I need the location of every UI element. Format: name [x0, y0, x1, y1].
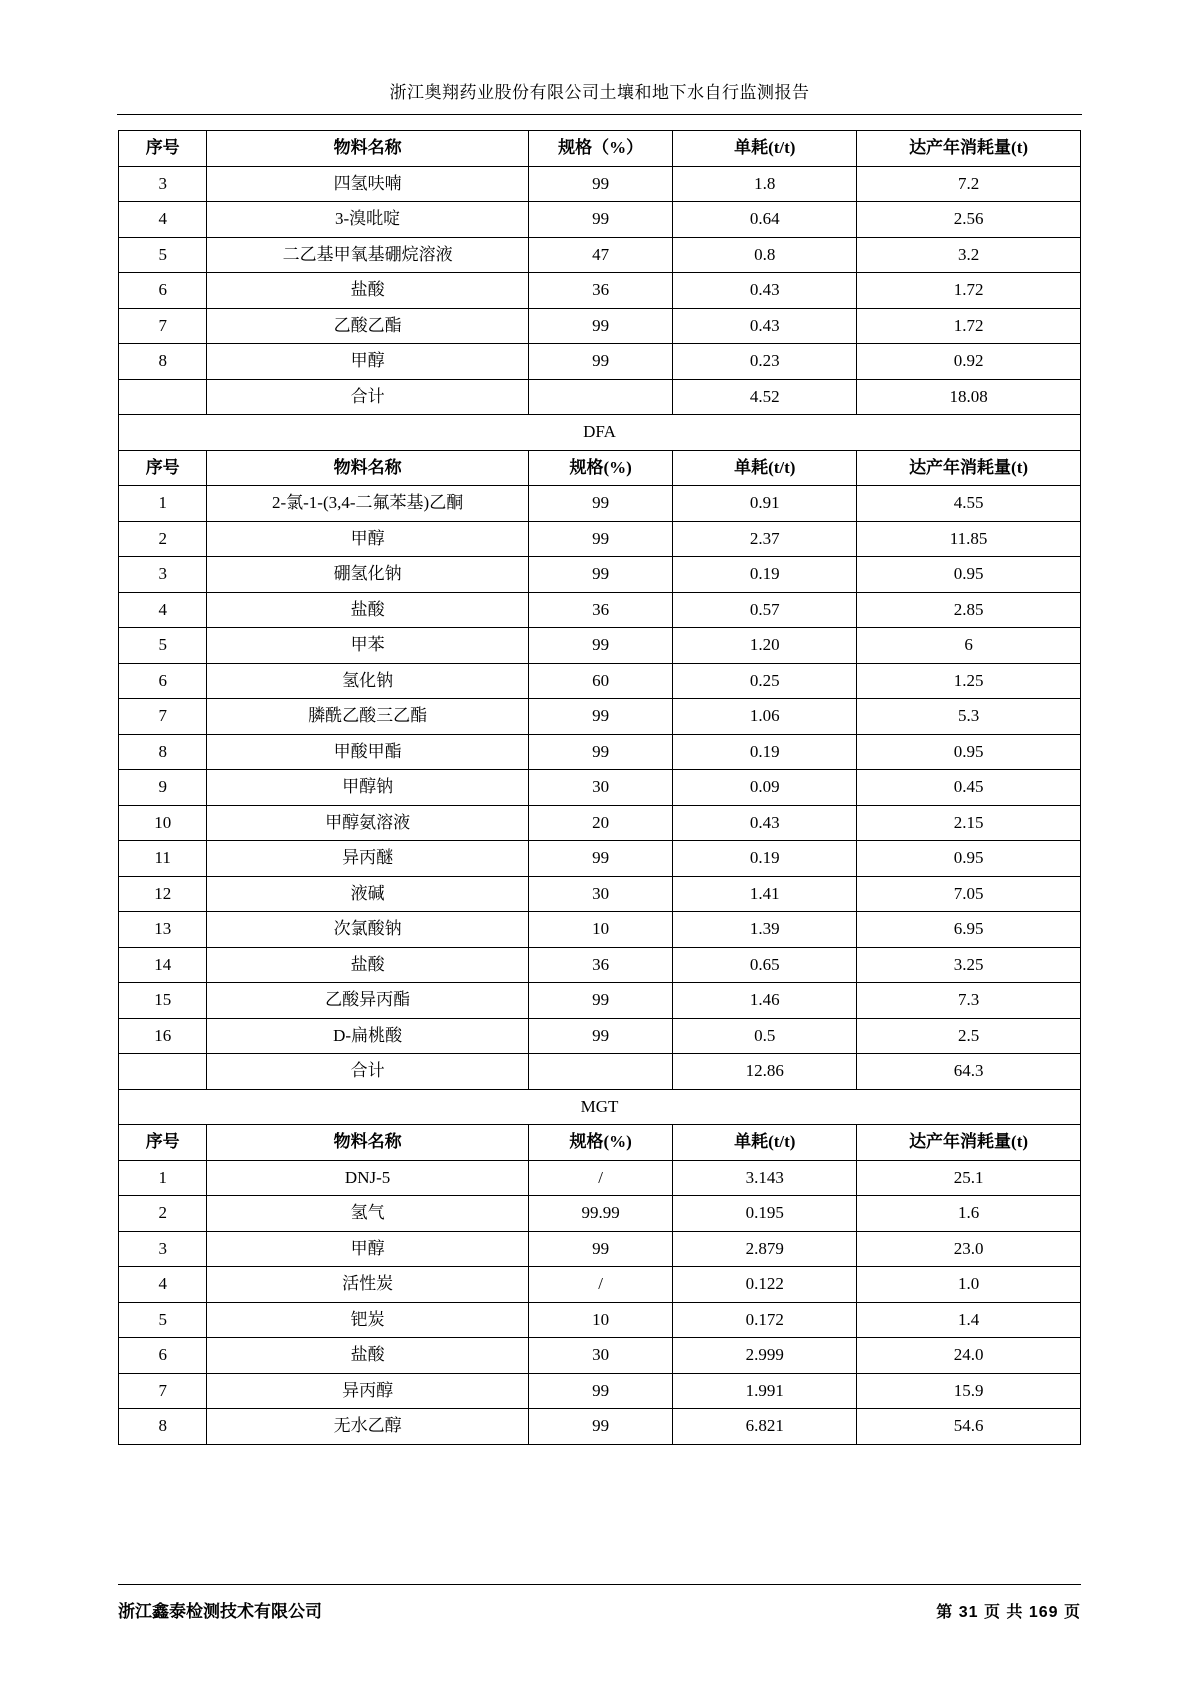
footer-divider	[118, 1584, 1081, 1585]
cell-spec: 99	[528, 734, 673, 770]
cell-spec: 99	[528, 344, 673, 380]
cell-annual-consumption: 6.95	[857, 912, 1081, 948]
cell-index: 1	[119, 1160, 207, 1196]
col-header-unit-consumption: 单耗(t/t)	[673, 450, 857, 486]
cell-unit-consumption: 1.20	[673, 628, 857, 664]
cell-material: 异丙醚	[207, 841, 528, 877]
col-header-annual-consumption: 达产年消耗量(t)	[857, 131, 1081, 167]
cell-material: 甲醇钠	[207, 770, 528, 806]
table-row	[119, 770, 1081, 806]
table-header-row-top	[119, 131, 1081, 167]
table-row	[119, 486, 1081, 522]
cell-unit-consumption: 0.43	[673, 805, 857, 841]
cell-annual-consumption: 1.0	[857, 1267, 1081, 1303]
cell-annual-consumption: 2.85	[857, 592, 1081, 628]
cell-annual-consumption: 3.25	[857, 947, 1081, 983]
cell-unit-consumption: 3.143	[673, 1160, 857, 1196]
cell-annual-consumption: 1.72	[857, 308, 1081, 344]
cell-unit-consumption: 0.19	[673, 734, 857, 770]
col-header-annual-consumption: 达产年消耗量(t)	[857, 1125, 1081, 1161]
table-row	[119, 805, 1081, 841]
cell-spec: 99	[528, 202, 673, 238]
table-row	[119, 1338, 1081, 1374]
cell-material: 氢化钠	[207, 663, 528, 699]
cell-material: 甲醇	[207, 521, 528, 557]
cell-unit-consumption: 0.19	[673, 841, 857, 877]
cell-annual-consumption: 0.92	[857, 344, 1081, 380]
table-row	[119, 983, 1081, 1019]
cell-unit-consumption: 1.8	[673, 166, 857, 202]
cell-annual-consumption: 1.6	[857, 1196, 1081, 1232]
cell-material: 二乙基甲氧基硼烷溶液	[207, 237, 528, 273]
cell-unit-consumption: 0.122	[673, 1267, 857, 1303]
cell-annual-consumption: 5.3	[857, 699, 1081, 735]
cell-material: 异丙醇	[207, 1373, 528, 1409]
cell-index: 3	[119, 166, 207, 202]
cell-index: 3	[119, 1231, 207, 1267]
cell-unit-consumption: 1.41	[673, 876, 857, 912]
cell-annual-consumption: 23.0	[857, 1231, 1081, 1267]
cell-spec: 60	[528, 663, 673, 699]
cell-spec: 20	[528, 805, 673, 841]
cell-index: 6	[119, 273, 207, 309]
cell-spec: 30	[528, 770, 673, 806]
cell-annual-consumption: 18.08	[857, 379, 1081, 415]
cell-unit-consumption: 6.821	[673, 1409, 857, 1445]
cell-annual-consumption: 2.5	[857, 1018, 1081, 1054]
table-row	[119, 1018, 1081, 1054]
cell-unit-consumption: 0.25	[673, 663, 857, 699]
cell-index: 12	[119, 876, 207, 912]
cell-spec	[528, 379, 673, 415]
section-label-dfa: DFA	[119, 415, 1081, 451]
cell-unit-consumption: 0.5	[673, 1018, 857, 1054]
table-row	[119, 1196, 1081, 1232]
cell-material: 盐酸	[207, 592, 528, 628]
header-divider	[117, 114, 1082, 115]
cell-annual-consumption: 7.2	[857, 166, 1081, 202]
cell-index	[119, 379, 207, 415]
cell-spec: /	[528, 1160, 673, 1196]
cell-annual-consumption: 54.6	[857, 1409, 1081, 1445]
table-row	[119, 1302, 1081, 1338]
table-row	[119, 308, 1081, 344]
cell-material: D-扁桃酸	[207, 1018, 528, 1054]
cell-material: 膦酰乙酸三乙酯	[207, 699, 528, 735]
cell-annual-consumption: 1.25	[857, 663, 1081, 699]
cell-index: 13	[119, 912, 207, 948]
col-header-material: 物料名称	[207, 131, 528, 167]
section-label-mgt: MGT	[119, 1089, 1081, 1125]
col-header-material: 物料名称	[207, 450, 528, 486]
table-row	[119, 841, 1081, 877]
cell-index: 2	[119, 1196, 207, 1232]
cell-index: 7	[119, 699, 207, 735]
material-consumption-table	[118, 130, 1081, 1445]
cell-annual-consumption: 6	[857, 628, 1081, 664]
cell-spec: 99	[528, 486, 673, 522]
cell-material: 液碱	[207, 876, 528, 912]
col-header-index: 序号	[119, 131, 207, 167]
cell-annual-consumption: 2.15	[857, 805, 1081, 841]
table-row	[119, 273, 1081, 309]
cell-index: 14	[119, 947, 207, 983]
cell-index: 15	[119, 983, 207, 1019]
cell-index: 9	[119, 770, 207, 806]
cell-unit-consumption: 1.991	[673, 1373, 857, 1409]
cell-annual-consumption: 4.55	[857, 486, 1081, 522]
table-row	[119, 1160, 1081, 1196]
cell-spec: 36	[528, 273, 673, 309]
cell-unit-consumption: 0.19	[673, 557, 857, 593]
cell-index: 7	[119, 1373, 207, 1409]
cell-index: 8	[119, 344, 207, 380]
col-header-spec: 规格（%）	[528, 131, 673, 167]
cell-spec: 47	[528, 237, 673, 273]
cell-unit-consumption: 2.999	[673, 1338, 857, 1374]
col-header-index: 序号	[119, 450, 207, 486]
cell-material: 硼氢化钠	[207, 557, 528, 593]
cell-index: 8	[119, 1409, 207, 1445]
section-row-mgt	[119, 1089, 1081, 1125]
cell-unit-consumption: 12.86	[673, 1054, 857, 1090]
cell-annual-consumption: 11.85	[857, 521, 1081, 557]
col-header-annual-consumption: 达产年消耗量(t)	[857, 450, 1081, 486]
cell-spec: 99.99	[528, 1196, 673, 1232]
footer-content	[118, 1597, 1081, 1622]
cell-unit-consumption: 0.195	[673, 1196, 857, 1232]
cell-unit-consumption: 0.65	[673, 947, 857, 983]
cell-material: 乙酸乙酯	[207, 308, 528, 344]
table-header-row-mgt	[119, 1125, 1081, 1161]
cell-annual-consumption: 0.95	[857, 841, 1081, 877]
cell-index: 10	[119, 805, 207, 841]
cell-annual-consumption: 1.72	[857, 273, 1081, 309]
cell-annual-consumption: 24.0	[857, 1338, 1081, 1374]
cell-material: 甲醇	[207, 1231, 528, 1267]
col-header-index: 序号	[119, 1125, 207, 1161]
cell-annual-consumption: 64.3	[857, 1054, 1081, 1090]
cell-total-label: 合计	[207, 1054, 528, 1090]
table-row	[119, 734, 1081, 770]
cell-index: 4	[119, 1267, 207, 1303]
table-row	[119, 876, 1081, 912]
cell-unit-consumption: 1.06	[673, 699, 857, 735]
table-row	[119, 663, 1081, 699]
cell-annual-consumption: 25.1	[857, 1160, 1081, 1196]
cell-material: 甲酸甲酯	[207, 734, 528, 770]
cell-index: 6	[119, 663, 207, 699]
cell-annual-consumption: 2.56	[857, 202, 1081, 238]
cell-spec: 10	[528, 1302, 673, 1338]
col-header-material: 物料名称	[207, 1125, 528, 1161]
cell-index: 7	[119, 308, 207, 344]
cell-annual-consumption: 7.3	[857, 983, 1081, 1019]
table-row	[119, 628, 1081, 664]
cell-material: 乙酸异丙酯	[207, 983, 528, 1019]
table-body	[119, 131, 1081, 1445]
cell-index: 8	[119, 734, 207, 770]
section-row-dfa	[119, 415, 1081, 451]
cell-material: 2-氯-1-(3,4-二氟苯基)乙酮	[207, 486, 528, 522]
col-header-unit-consumption: 单耗(t/t)	[673, 1125, 857, 1161]
cell-spec: 99	[528, 521, 673, 557]
cell-material: 四氢呋喃	[207, 166, 528, 202]
cell-material: 钯炭	[207, 1302, 528, 1338]
cell-material: 甲苯	[207, 628, 528, 664]
cell-unit-consumption: 2.37	[673, 521, 857, 557]
cell-index: 2	[119, 521, 207, 557]
cell-index: 6	[119, 1338, 207, 1374]
cell-spec: 99	[528, 1231, 673, 1267]
cell-material: 无水乙醇	[207, 1409, 528, 1445]
cell-unit-consumption: 2.879	[673, 1231, 857, 1267]
cell-annual-consumption: 0.45	[857, 770, 1081, 806]
cell-index: 5	[119, 237, 207, 273]
table-row	[119, 592, 1081, 628]
cell-unit-consumption: 0.64	[673, 202, 857, 238]
page-footer	[118, 1584, 1081, 1622]
cell-spec: 99	[528, 1373, 673, 1409]
table-total-row	[119, 379, 1081, 415]
cell-spec: 10	[528, 912, 673, 948]
table-row	[119, 166, 1081, 202]
table-row	[119, 237, 1081, 273]
cell-spec: 99	[528, 983, 673, 1019]
cell-material: 氢气	[207, 1196, 528, 1232]
cell-unit-consumption: 0.09	[673, 770, 857, 806]
cell-spec: 99	[528, 699, 673, 735]
table-row	[119, 912, 1081, 948]
cell-index: 5	[119, 1302, 207, 1338]
cell-unit-consumption: 0.91	[673, 486, 857, 522]
cell-material: 甲醇氨溶液	[207, 805, 528, 841]
cell-spec: 30	[528, 1338, 673, 1374]
cell-unit-consumption: 1.46	[673, 983, 857, 1019]
cell-material: 盐酸	[207, 273, 528, 309]
cell-annual-consumption: 15.9	[857, 1373, 1081, 1409]
cell-material: 盐酸	[207, 1338, 528, 1374]
table-row	[119, 521, 1081, 557]
cell-spec: /	[528, 1267, 673, 1303]
table-row	[119, 1267, 1081, 1303]
cell-annual-consumption: 3.2	[857, 237, 1081, 273]
cell-spec: 30	[528, 876, 673, 912]
table-row	[119, 344, 1081, 380]
table-row	[119, 557, 1081, 593]
cell-index: 11	[119, 841, 207, 877]
cell-material: 活性炭	[207, 1267, 528, 1303]
cell-unit-consumption: 1.39	[673, 912, 857, 948]
table-row	[119, 1231, 1081, 1267]
footer-page-number: 第 31 页 共 169 页	[936, 1604, 1081, 1621]
cell-annual-consumption: 0.95	[857, 734, 1081, 770]
cell-unit-consumption: 0.43	[673, 308, 857, 344]
cell-spec: 99	[528, 557, 673, 593]
table-row	[119, 202, 1081, 238]
cell-total-label: 合计	[207, 379, 528, 415]
table-row	[119, 947, 1081, 983]
cell-unit-consumption: 0.57	[673, 592, 857, 628]
cell-material: 3-溴吡啶	[207, 202, 528, 238]
col-header-unit-consumption: 单耗(t/t)	[673, 131, 857, 167]
table-header-row-dfa	[119, 450, 1081, 486]
page-header	[118, 0, 1081, 115]
cell-spec: 99	[528, 628, 673, 664]
cell-annual-consumption: 1.4	[857, 1302, 1081, 1338]
cell-spec: 99	[528, 308, 673, 344]
cell-spec: 99	[528, 1018, 673, 1054]
cell-index: 16	[119, 1018, 207, 1054]
footer-company: 浙江鑫泰检测技术有限公司	[118, 1602, 322, 1621]
cell-material: 甲醇	[207, 344, 528, 380]
cell-index: 3	[119, 557, 207, 593]
cell-material: DNJ-5	[207, 1160, 528, 1196]
cell-index: 5	[119, 628, 207, 664]
table-row	[119, 1373, 1081, 1409]
cell-unit-consumption: 0.23	[673, 344, 857, 380]
cell-spec: 36	[528, 947, 673, 983]
cell-annual-consumption: 0.95	[857, 557, 1081, 593]
cell-unit-consumption: 0.8	[673, 237, 857, 273]
cell-spec: 99	[528, 166, 673, 202]
header-title: 浙江奥翔药业股份有限公司土壤和地下水自行监测报告	[389, 83, 810, 102]
table-row	[119, 1409, 1081, 1445]
cell-spec: 99	[528, 1409, 673, 1445]
cell-unit-consumption: 0.43	[673, 273, 857, 309]
cell-spec: 36	[528, 592, 673, 628]
cell-material: 次氯酸钠	[207, 912, 528, 948]
cell-index	[119, 1054, 207, 1090]
cell-spec: 99	[528, 841, 673, 877]
cell-spec	[528, 1054, 673, 1090]
cell-material: 盐酸	[207, 947, 528, 983]
col-header-spec: 规格(%)	[528, 1125, 673, 1161]
cell-index: 1	[119, 486, 207, 522]
cell-index: 4	[119, 202, 207, 238]
cell-unit-consumption: 4.52	[673, 379, 857, 415]
table-total-row	[119, 1054, 1081, 1090]
cell-annual-consumption: 7.05	[857, 876, 1081, 912]
table-row	[119, 699, 1081, 735]
col-header-spec: 规格(%)	[528, 450, 673, 486]
cell-unit-consumption: 0.172	[673, 1302, 857, 1338]
cell-index: 4	[119, 592, 207, 628]
